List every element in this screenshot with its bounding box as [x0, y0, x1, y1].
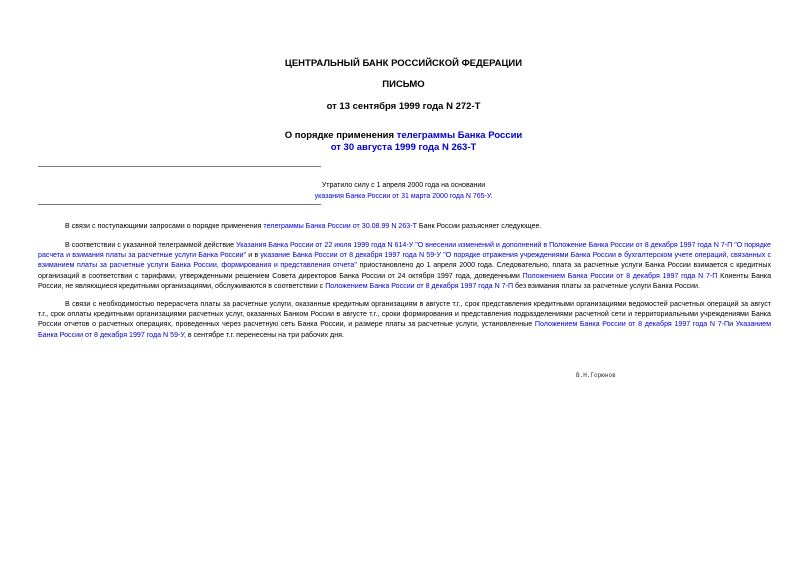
document-subject	[0, 130, 807, 154]
paragraph-1: В связи с поступающими запросами о порядке применения телеграммы Банка России от 30.08.99 N 263-Т Банк России разъясняет следующее.	[65, 222, 542, 230]
divider-bottom	[38, 204, 321, 205]
signature: В.Н.Горюнов	[576, 372, 616, 379]
link-polozhenie-7p-3[interactable]: Положением Банка России от 8 декабря 1997 года N 7-П	[534, 320, 730, 329]
issuer-title: ЦЕНТРАЛЬНЫЙ БАНК РОССИЙСКОЙ ФЕДЕРАЦИИ	[284, 58, 523, 69]
subject-link-telegram[interactable]: телеграммы Банка России	[396, 130, 523, 141]
link-ukazanie-614u[interactable]: Указания Банка России от 22 июля 1999 года N 614-У	[236, 241, 414, 249]
link-telegram-263t[interactable]: телеграммы Банка России от 30.08.99 N 263-Т	[263, 222, 417, 230]
paragraph-2: В соответствии с указанной телеграммой действие Указания Банка России от 22 июля 1999 года N 614-У "О внесении изменений и дополнений в Положение Банка России от 8 декабря 1997 года N 7-П "О порядке расчета и взимания платы за расчетные услуги Банка России" и в указание Банка России от 8 декабря 1997 года N 59-У "О порядке отражения учреждениями Банка России в бухгалтерском учете операций, связанных с взиманием платы за расчетные услуги Банка России, формирования и представления отчета" приостановлено до 1 апреля 2000 года. Следовательно, плата за расчетные услуги Банка России взимается с кредитных организаций в соответствии с тарифами, утвержденными решением Совета директоров Банка России от 24 октября 1997 года, доведенными Положением Банка России от 8 декабря 1997 года N 7-П Клиенты Банка России, не являющиеся кредитными организациями, обслуживаются в соответствии с Положением Банка России от 8 декабря 1997 года N 7-П без взимания платы за расчетные услуги Банка России.	[38, 241, 772, 290]
link-ukazanie-59u-2[interactable]: Указанием Банка России от 8 декабря 1997 года N 59-У	[38, 320, 772, 339]
paragraph-3: В связи с необходимостью перерасчета платы за расчетные услуги, оказанные кредитным организациям в августе т.г., срок представления кредитными организациями ведомостей расчетных операций за август т.г., срок оплаты кредитными организациями расчетных услуг, оказанных Банком России в августе т.г., сроки формирования и представления подразделениями расчетной сети и территориальными учреждениями Банка России отчетов о расчетных операциях, проведенных через расчетную сеть Банка России, и размере платы за расчетные услуги, установленные Положением Банка России от 8 декабря 1997 года N 7-Пи Указанием Банка России от 8 декабря 1997 года N 59-У, в сентябре т.г. перенесены на три рабочих дня.	[38, 300, 772, 339]
subject-link-telegram-date[interactable]: от 30 августа 1999 года N 263-Т	[330, 142, 477, 153]
link-polozhenie-7p-2[interactable]: Положением Банка России от 8 декабря 1997 года N 7-П	[325, 281, 514, 290]
divider-top	[38, 166, 321, 167]
link-amendments-7p[interactable]: "О внесении изменений и дополнений в Положение Банка России от 8 декабря 1997 года N 7-П "О порядке расчета и взимания платы за расчетные услуги Банка России"	[38, 241, 771, 260]
document-type: ПИСЬМО	[382, 79, 425, 90]
link-ukazanie-59u[interactable]: указание Банка России от 8 декабря 1997 года N 59-У "О порядке отражения учреждениями Банка России в бухгалтерском учете операций, связанных с взиманием платы за расчетные услуги Банка России, формирования и представления отчета"	[38, 251, 772, 270]
repeal-text: Утратило силу с 1 апреля 2000 года на основании	[321, 182, 486, 189]
repeal-link[interactable]: указания Банка России от 31 марта 2000 года N 765-У	[314, 193, 491, 200]
subject-prefix: О порядке применения	[284, 130, 397, 141]
link-polozhenie-7p[interactable]: Положением Банка России от 8 декабря 1997 года N 7-П	[522, 271, 718, 280]
document-date-number: от 13 сентября 1999 года N 272-Т	[326, 101, 481, 112]
repeal-notice: Утратило силу с 1 апреля 2000 года на основании указания Банка России от 31 марта 2000 года N 765-У.	[314, 182, 493, 200]
